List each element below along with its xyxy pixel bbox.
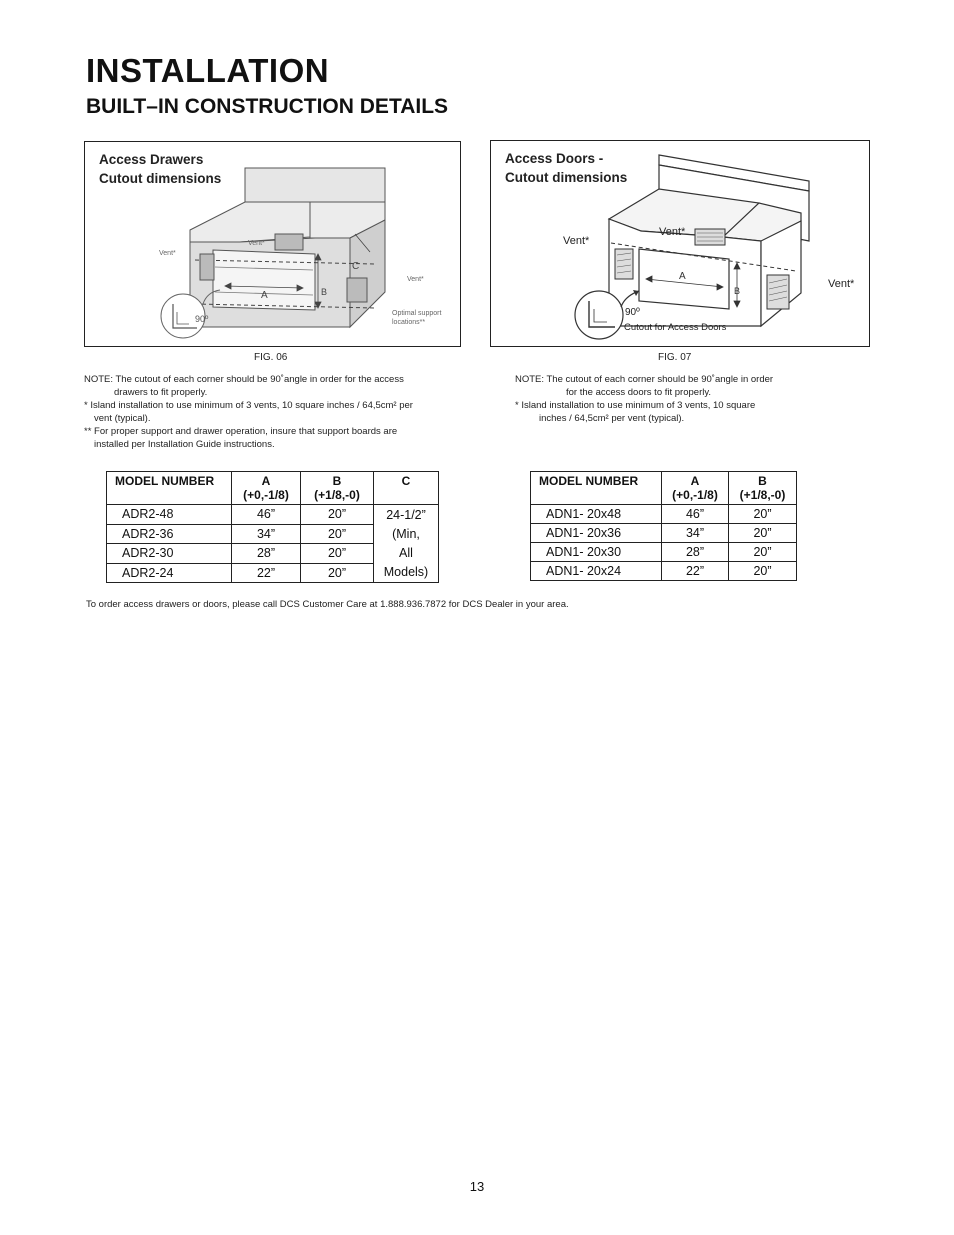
cell-a: 28” xyxy=(662,543,729,562)
column-header-c: C xyxy=(374,472,439,505)
cell-b: 20” xyxy=(729,524,797,543)
figure-07-caption: FIG. 07 xyxy=(658,352,692,363)
figure-07-title-line1: Access Doors - xyxy=(505,151,604,166)
drawer-cutout-diagram xyxy=(85,142,460,346)
vent-right-label: Vent* xyxy=(407,276,424,283)
cell-model: ADR2-24 xyxy=(107,563,232,583)
cell-model: ADN1- 20x30 xyxy=(531,543,662,562)
note-line: NOTE: The cutout of each corner should be 90˚angle in order xyxy=(515,374,774,385)
cutout-label: Cutout for Access Doors xyxy=(624,322,727,333)
section-subtitle: BUILT–IN CONSTRUCTION DETAILS xyxy=(86,95,449,118)
angle-label: 90º xyxy=(625,307,640,318)
note-line: vent (typical). xyxy=(94,413,151,424)
dimension-a-label: A xyxy=(261,290,268,301)
column-header-a: A (+0,-1/8) xyxy=(232,472,301,505)
note-line: NOTE: The cutout of each corner should be 90˚angle in order for the access xyxy=(84,374,404,385)
figure-07-access-doors xyxy=(490,140,870,347)
cell-a: 22” xyxy=(232,563,301,583)
dimension-b-label: B xyxy=(734,286,741,296)
cell-model: ADN1- 20x24 xyxy=(531,562,662,581)
figure-06-title-line1: Access Drawers xyxy=(99,152,204,167)
door-dimensions-table xyxy=(530,471,797,581)
note-line: * Island installation to use minimum of 3 vents, 10 square xyxy=(515,400,756,411)
angle-label: 90º xyxy=(195,314,209,324)
vent-left-label: Vent* xyxy=(563,235,590,247)
table-row xyxy=(531,505,797,524)
column-header-b: B (+1/8,-0) xyxy=(729,472,797,505)
table-row xyxy=(531,543,797,562)
column-header-model: MODEL NUMBER xyxy=(531,472,662,505)
cell-b: 20” xyxy=(301,505,374,525)
note-line: inches / 64,5cm² per vent (typical). xyxy=(539,413,685,424)
cell-a: 34” xyxy=(232,524,301,544)
note-line: drawers to fit properly. xyxy=(114,387,208,398)
table-row xyxy=(531,524,797,543)
vent-top-label: Vent* xyxy=(248,240,265,247)
cell-model: ADR2-30 xyxy=(107,544,232,564)
cell-model: ADN1- 20x36 xyxy=(531,524,662,543)
cell-a: 28” xyxy=(232,544,301,564)
figure-06-access-drawers xyxy=(84,141,461,347)
column-header-b: B (+1/8,-0) xyxy=(301,472,374,505)
note-line: for the access doors to fit properly. xyxy=(566,387,712,398)
support-label-line2: locations** xyxy=(392,319,426,326)
figure-07-title-line2: Cutout dimensions xyxy=(505,170,628,185)
vent-right-label: Vent* xyxy=(828,278,855,290)
dimension-c-label: C xyxy=(352,261,360,272)
note-line: * Island installation to use minimum of 3 vents, 10 square inches / 64,5cm² per xyxy=(84,400,413,411)
figure-06-title-line2: Cutout dimensions xyxy=(99,171,222,186)
cell-a: 46” xyxy=(232,505,301,525)
cell-b: 20” xyxy=(301,563,374,583)
note-line: ** For proper support and drawer operation, insure that support boards are xyxy=(84,426,398,437)
dimension-a-label: A xyxy=(679,271,686,282)
door-cutout-diagram xyxy=(491,141,869,346)
cell-model: ADR2-48 xyxy=(107,505,232,525)
page-number: 13 xyxy=(469,1179,485,1194)
cell-b: 20” xyxy=(729,543,797,562)
cell-c-merged: 24-1/2” (Min, All Models) xyxy=(374,505,439,583)
cell-b: 20” xyxy=(729,505,797,524)
cell-b: 20” xyxy=(301,544,374,564)
figure-06-notes xyxy=(84,373,464,451)
figure-07-notes xyxy=(515,373,855,425)
cell-a: 34” xyxy=(662,524,729,543)
vent-top-label: Vent* xyxy=(659,226,686,238)
cell-b: 20” xyxy=(729,562,797,581)
column-header-model: MODEL NUMBER xyxy=(107,472,232,505)
page-title: INSTALLATION xyxy=(86,52,330,89)
figure-06-caption: FIG. 06 xyxy=(254,352,288,363)
cell-model: ADN1- 20x48 xyxy=(531,505,662,524)
cell-b: 20” xyxy=(301,524,374,544)
table-row xyxy=(531,562,797,581)
cell-a: 46” xyxy=(662,505,729,524)
cell-a: 22” xyxy=(662,562,729,581)
support-label-line1: Optimal support xyxy=(392,310,442,317)
ordering-note: To order access drawers or doors, please call DCS Customer Care at 1.888.936.7872 for DCS Dealer in your area. xyxy=(86,599,569,610)
cell-model: ADR2-36 xyxy=(107,524,232,544)
dimension-b-label: B xyxy=(321,287,328,297)
column-header-a: A (+0,-1/8) xyxy=(662,472,729,505)
table-row xyxy=(107,505,439,525)
note-line: installed per Installation Guide instructions. xyxy=(94,439,275,450)
drawer-dimensions-table xyxy=(106,471,439,583)
vent-left-label: Vent* xyxy=(159,250,176,257)
